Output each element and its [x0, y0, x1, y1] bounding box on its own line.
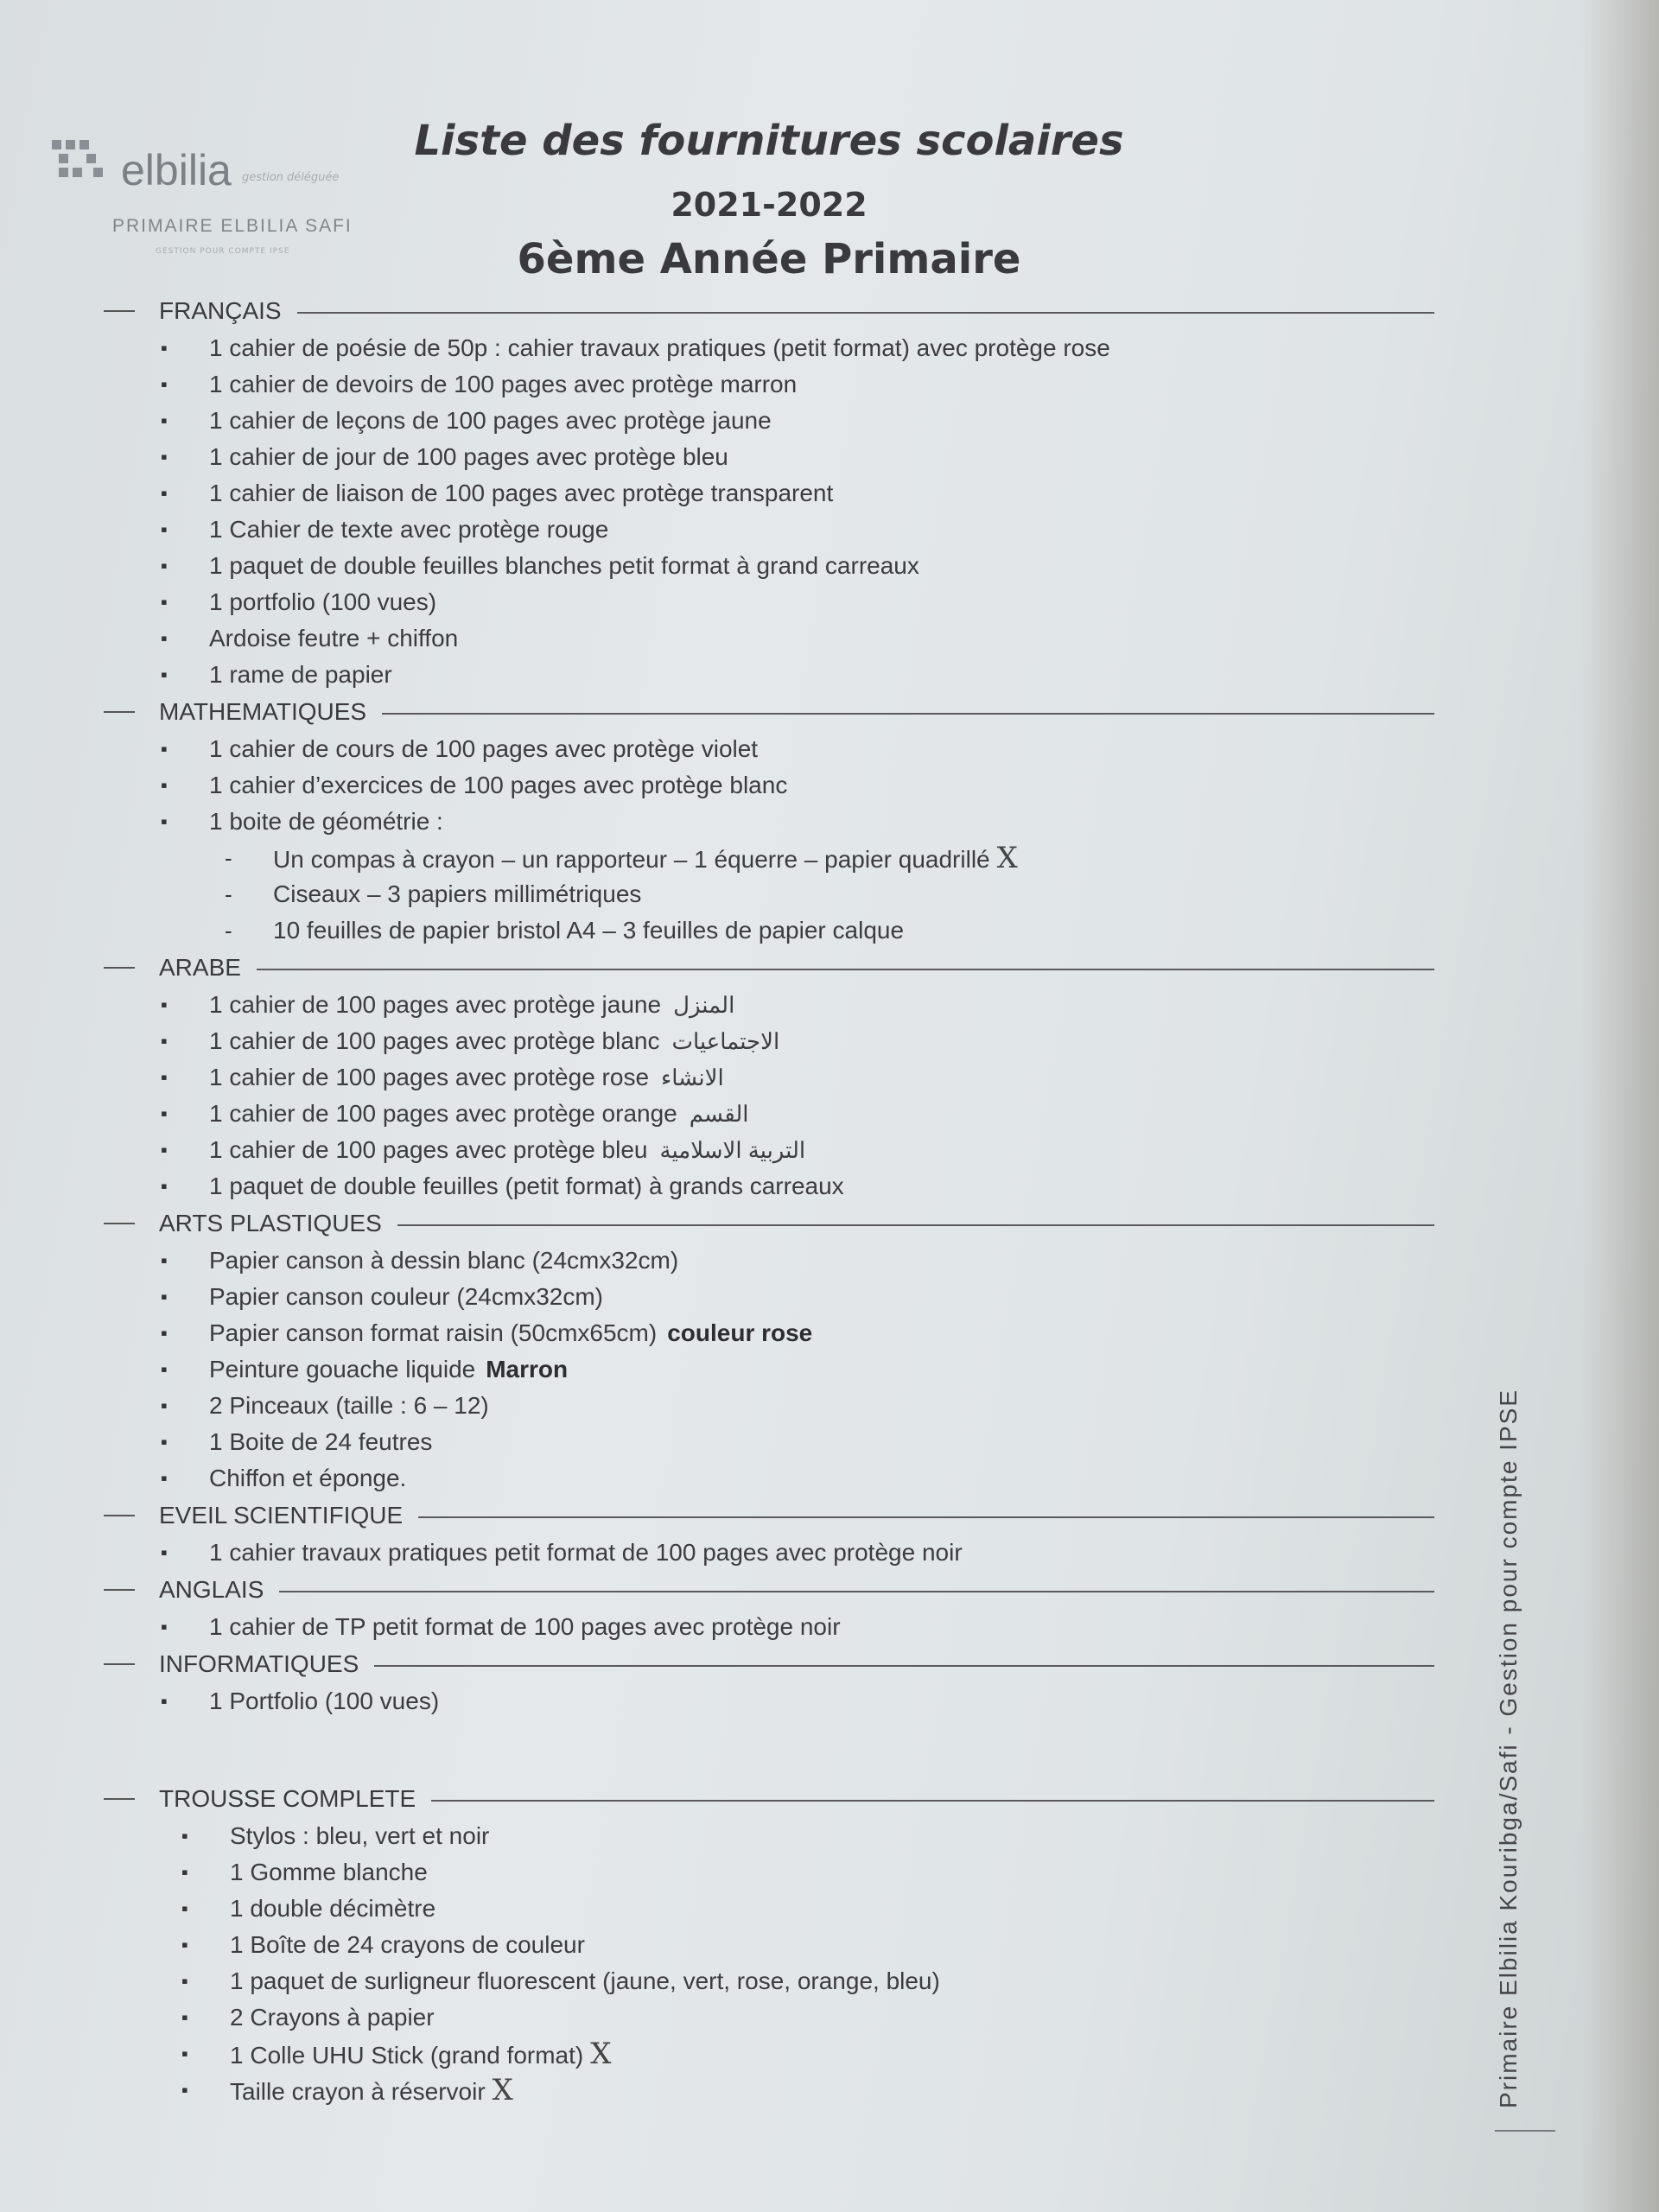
section-mathematiques: [104, 693, 1434, 949]
section-heading: ANGLAIS: [104, 1571, 1434, 1609]
section-heading: ARTS PLASTIQUES: [104, 1205, 1434, 1243]
supplies-list: [104, 292, 1434, 2108]
list-item: ▪ 1 paquet de double feuilles (petit format) à grands carreaux: [104, 1168, 1434, 1205]
list-item: ▪ 2 Crayons à papier: [104, 1999, 1434, 2036]
list-item: ▪ Papier canson couleur (24cmx32cm): [104, 1279, 1434, 1315]
school-year: 2021-2022: [671, 186, 868, 224]
list-item: ▪ Stylos : bleu, vert et noir: [104, 1818, 1434, 1854]
list-item: ▪ 1 rame de papier: [104, 657, 1434, 693]
section-francais: [104, 292, 1434, 693]
list-item: ▪ 1 cahier de jour de 100 pages avec protège bleu: [104, 439, 1434, 475]
list-item: ▪ 1 cahier de leçons de 100 pages avec protège jaune: [104, 403, 1434, 439]
list-item: ▪ 1 cahier de TP petit format de 100 pages avec protège noir: [104, 1609, 1434, 1645]
section-heading: EVEIL SCIENTIFIQUE: [104, 1497, 1434, 1535]
grade-level: 6ème Année Primaire: [517, 235, 1021, 283]
list-item: ▪ 1 cahier de liaison de 100 pages avec protège transparent: [104, 475, 1434, 512]
section-heading: INFORMATIQUES: [104, 1645, 1434, 1683]
logo-tagline: GESTION POUR COMPTE IPSE: [156, 247, 290, 256]
list-item: ▪ 1 cahier de cours de 100 pages avec protège violet: [104, 731, 1434, 767]
list-item: ▪ 1 Boîte de 24 crayons de couleur: [104, 1927, 1434, 1963]
logo-name: elbilia: [121, 146, 232, 194]
list-item: ▪ 1 Portfolio (100 vues): [104, 1683, 1434, 1719]
list-item: ▪ 1 cahier de 100 pages avec protège jaune المنزل: [104, 987, 1434, 1023]
sub-list-item: - 10 feuilles de papier bristol A4 – 3 feuilles de papier calque: [104, 912, 1434, 949]
section-informatiques: [104, 1645, 1434, 1719]
section-heading: ARABE: [104, 949, 1434, 987]
sub-list-item: - Ciseaux – 3 papiers millimétriques: [104, 876, 1434, 912]
list-item: ▪ Taille crayon à réservoir X: [104, 2072, 1434, 2108]
list-item: ▪ 1 Gomme blanche: [104, 1854, 1434, 1891]
side-divider: [1495, 2130, 1555, 2132]
paper-edge-shadow: [1581, 0, 1659, 2212]
section-arabe: [104, 949, 1434, 1205]
logo-subtitle: gestion déléguée: [242, 171, 340, 184]
section-trousse-complete: [104, 1780, 1434, 2108]
section-arts-plastiques: [104, 1205, 1434, 1497]
section-heading: MATHEMATIQUES: [104, 693, 1434, 731]
list-item: ▪ Papier canson à dessin blanc (24cmx32cm): [104, 1243, 1434, 1279]
list-item: ▪ 1 cahier de 100 pages avec protège rose الانشاء: [104, 1059, 1434, 1096]
list-item: ▪ 2 Pinceaux (taille : 6 – 12): [104, 1388, 1434, 1424]
logo-school-name: PRIMAIRE ELBILIA SAFI: [112, 216, 353, 236]
section-heading: FRANÇAIS: [104, 292, 1434, 330]
section-heading: TROUSSE COMPLETE: [104, 1780, 1434, 1818]
list-item: ▪ 1 double décimètre: [104, 1891, 1434, 1927]
sub-list-item: - Un compas à crayon – un rapporteur – 1 équerre – papier quadrillé X: [104, 840, 1434, 876]
list-item: ▪ 1 cahier de devoirs de 100 pages avec protège marron: [104, 366, 1434, 403]
list-item: ▪ 1 cahier travaux pratiques petit format de 100 pages avec protège noir: [104, 1535, 1434, 1571]
list-item: ▪ 1 cahier de poésie de 50p : cahier travaux pratiques (petit format) avec protège rose: [104, 330, 1434, 366]
list-item: ▪ 1 cahier de 100 pages avec protège blanc الاجتماعيات: [104, 1023, 1434, 1059]
list-item: ▪ 1 paquet de surligneur fluorescent (jaune, vert, rose, orange, bleu): [104, 1963, 1434, 1999]
handwritten-x-mark: X: [590, 2037, 612, 2071]
list-item: ▪ 1 paquet de double feuilles blanches petit format à grand carreaux: [104, 548, 1434, 584]
handwritten-x-mark: X: [492, 2073, 513, 2107]
list-item: ▪ 1 cahier de 100 pages avec protège orange القسم: [104, 1096, 1434, 1132]
list-item: ▪ 1 Boite de 24 feutres: [104, 1424, 1434, 1460]
section-anglais: [104, 1571, 1434, 1645]
list-item: ▪ Chiffon et éponge.: [104, 1460, 1434, 1497]
list-item: ▪ 1 portfolio (100 vues): [104, 584, 1434, 620]
list-item: ▪ Peinture gouache liquide Marron: [104, 1351, 1434, 1388]
list-item: ▪ Papier canson format raisin (50cmx65cm) couleur rose: [104, 1315, 1434, 1351]
list-item: ▪ 1 cahier de 100 pages avec protège bleu التربية الاسلامية: [104, 1132, 1434, 1168]
list-item: ▪ 1 boite de géométrie :: [104, 804, 1434, 840]
list-item: ▪ 1 cahier d’exercices de 100 pages avec protège blanc: [104, 767, 1434, 804]
logo-squares-icon: [52, 140, 112, 192]
handwritten-x-mark: X: [996, 841, 1018, 875]
list-item: ▪ 1 Colle UHU Stick (grand format) X: [104, 2036, 1434, 2072]
list-item: ▪ 1 Cahier de texte avec protège rouge: [104, 512, 1434, 548]
section-eveil-scientifique: [104, 1497, 1434, 1571]
page-title: Liste des fournitures scolaires: [414, 117, 1124, 165]
side-footer-text: Primaire Elbilia Kouribga/Safi - Gestion pour compte IPSE: [1495, 1389, 1522, 2108]
list-item: ▪ Ardoise feutre + chiffon: [104, 620, 1434, 657]
